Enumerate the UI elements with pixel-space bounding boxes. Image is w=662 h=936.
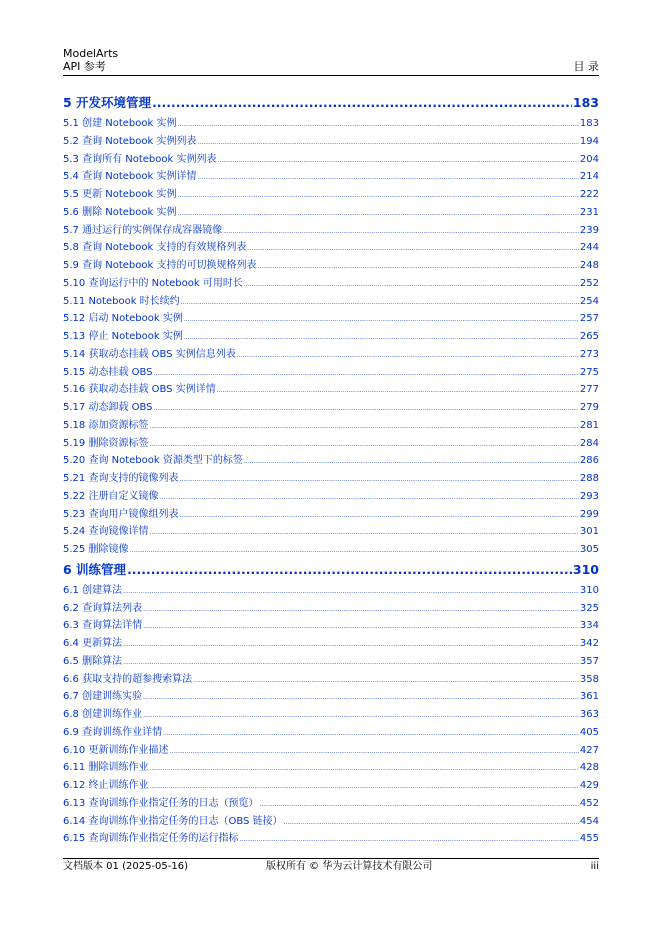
toc-dot-leader (123, 656, 579, 669)
toc-dot-leader (284, 816, 579, 829)
toc-entry-page: 222 (579, 189, 599, 200)
toc-dot-leader (143, 691, 579, 704)
toc-entry-page: 279 (579, 402, 599, 413)
toc-section-link[interactable] (63, 655, 599, 673)
toc-entry-page: 254 (579, 295, 599, 307)
table-of-contents (63, 94, 599, 850)
toc-dot-leader (258, 260, 579, 273)
toc-dot-leader (193, 674, 579, 687)
toc-entry-page: 183 (572, 95, 599, 110)
toc-entry-title: 5.4 查询 Notebook 实例详情 (63, 171, 197, 183)
toc-entry-page: 293 (579, 490, 599, 502)
toc-entry-title: 6.12 终止训练作业 (63, 780, 149, 791)
toc-entry-page: 334 (579, 620, 599, 632)
toc-entry-page: 452 (579, 797, 599, 809)
toc-section-link[interactable] (63, 602, 599, 620)
toc-entry-title: 6.10 更新训练作业描述 (63, 744, 169, 756)
toc-section-link[interactable] (63, 708, 599, 726)
toc-entry-page: 325 (579, 602, 599, 614)
toc-entry-title: 5.3 查询所有 Notebook 实例列表 (63, 153, 217, 165)
toc-section-link[interactable] (63, 259, 599, 277)
toc-entry-page: 305 (579, 544, 599, 555)
toc-entry-title: 6.3 查询算法详情 (63, 620, 143, 632)
toc-section-link[interactable] (63, 188, 599, 206)
toc-entry-page: 405 (579, 726, 599, 738)
toc-entry-page: 427 (579, 744, 599, 756)
toc-entry-page: 248 (579, 260, 599, 271)
toc-entry-page: 273 (579, 348, 599, 360)
toc-entry-page: 252 (579, 277, 599, 289)
toc-entry-title: 5.11 Notebook 时长续约 (63, 295, 180, 307)
footer-divider (63, 858, 599, 859)
toc-entry-title: 6.8 创建训练作业 (63, 709, 143, 720)
toc-entry-title: 5.2 查询 Notebook 实例列表 (63, 135, 197, 147)
toc-entry-page: 284 (579, 437, 599, 449)
toc-dot-leader (259, 798, 578, 811)
toc-section-link[interactable] (63, 832, 599, 850)
toc-section-link[interactable] (63, 472, 599, 490)
page-header (63, 47, 599, 73)
product-name: ModelArts (63, 47, 119, 60)
toc-entry-title: 6.7 创建训练实验 (63, 691, 143, 703)
toc-section-link[interactable] (63, 761, 599, 779)
toc-dot-leader (149, 762, 578, 775)
toc-section-link[interactable] (63, 690, 599, 708)
toc-entry-title: 5.17 动态卸载 OBS (63, 402, 153, 413)
toc-entry-page: 358 (579, 673, 599, 685)
toc-dot-leader (178, 189, 579, 202)
toc-dot-leader (178, 207, 579, 220)
document-title: API 参考 (63, 60, 106, 73)
toc-section-link[interactable] (63, 797, 599, 815)
toc-entry-title: 5.21 查询支持的镜像列表 (63, 473, 179, 484)
toc-dot-leader (163, 727, 579, 740)
toc-entry-page: 301 (579, 526, 599, 538)
toc-entry-page: 310 (572, 561, 599, 577)
toc-entry-page: 357 (579, 655, 599, 667)
toc-section-link[interactable] (63, 366, 599, 384)
toc-entry-title: 6.11 删除训练作业 (63, 762, 149, 774)
toc-entry-title: 6.13 查询训练作业指定任务的日志（预览） (63, 797, 259, 809)
toc-section-link[interactable] (63, 637, 599, 655)
toc-dot-leader (239, 833, 578, 846)
toc-dot-leader (159, 491, 578, 504)
toc-dot-leader (127, 561, 572, 578)
toc-entry-title: 6.4 更新算法 (63, 638, 123, 649)
toc-dot-leader (154, 402, 579, 415)
toc-section-link[interactable] (63, 295, 599, 313)
toc-entry-title: 5.8 查询 Notebook 支持的有效规格列表 (63, 242, 247, 254)
toc-section-link[interactable] (63, 543, 599, 561)
toc-entry-page: 363 (579, 709, 599, 720)
toc-entry-page: 361 (579, 691, 599, 703)
toc-dot-leader (149, 420, 578, 433)
toc-entry-title: 6.9 查询训练作业详情 (63, 726, 163, 738)
toc-entry-page: 231 (579, 206, 599, 218)
toc-dot-leader (143, 709, 579, 722)
toc-entry-page: 429 (579, 780, 599, 791)
toc-entry-page: 454 (579, 815, 599, 827)
toc-entry-title: 6.14 查询训练作业指定任务的日志（OBS 链接） (63, 815, 283, 827)
toc-section-link[interactable] (63, 454, 599, 472)
toc-section-link[interactable] (63, 224, 599, 242)
toc-entry-page: 275 (579, 366, 599, 378)
toc-chapter-link[interactable] (63, 94, 599, 117)
toc-section-link[interactable] (63, 584, 599, 602)
header-divider (63, 75, 599, 76)
toc-dot-leader (149, 438, 578, 451)
toc-dot-leader (143, 603, 579, 616)
toc-dot-leader (143, 620, 579, 633)
toc-section-link[interactable] (63, 348, 599, 366)
toc-section-link[interactable] (63, 815, 599, 833)
toc-dot-leader (218, 154, 579, 167)
toc-section-link[interactable] (63, 401, 599, 419)
toc-entry-title: 6.2 查询算法列表 (63, 602, 143, 614)
toc-dot-leader (149, 526, 578, 539)
toc-entry-page: 244 (579, 242, 599, 254)
toc-section-link[interactable] (63, 330, 599, 348)
toc-entry-title: 6.6 获取支持的超参搜索算法 (63, 673, 193, 685)
page-number: iii (590, 861, 599, 872)
toc-entry-title: 5.13 停止 Notebook 实例 (63, 331, 183, 342)
toc-entry-title: 5.12 启动 Notebook 实例 (63, 313, 183, 325)
toc-dot-leader (184, 331, 579, 344)
toc-section-link[interactable] (63, 153, 599, 171)
toc-section-link[interactable] (63, 673, 599, 691)
toc-entry-title: 5.14 获取动态挂载 OBS 实例信息列表 (63, 348, 236, 360)
toc-dot-leader (149, 780, 578, 793)
toc-chapter-link[interactable] (63, 561, 599, 584)
toc-entry-title: 5.5 更新 Notebook 实例 (63, 189, 177, 200)
copyright-notice: 版权所有 © 华为云计算技术有限公司 (266, 861, 433, 872)
toc-section-link[interactable] (63, 170, 599, 188)
toc-entry-title: 6.1 创建算法 (63, 584, 123, 596)
toc-section-link[interactable] (63, 726, 599, 744)
toc-entry-page: 239 (579, 224, 599, 236)
toc-dot-leader (244, 455, 579, 468)
toc-entry-title: 5.1 创建 Notebook 实例 (63, 118, 177, 129)
toc-section-link[interactable] (63, 241, 599, 259)
toc-entry-title: 5.22 注册自定义镜像 (63, 490, 159, 502)
toc-dot-leader (223, 225, 579, 238)
toc-section-link[interactable] (63, 525, 599, 543)
toc-entry-title: 5 开发环境管理 (63, 95, 152, 110)
toc-entry-page: 204 (579, 153, 599, 165)
document-version: 文档版本 01 (2025-05-16) (63, 861, 188, 872)
toc-entry-page: 286 (579, 455, 599, 467)
toc-entry-page: 214 (579, 171, 599, 183)
toc-entry-page: 310 (579, 584, 599, 596)
toc-dot-leader (198, 171, 579, 184)
toc-entry-page: 265 (579, 331, 599, 342)
toc-entry-page: 288 (579, 473, 599, 484)
toc-entry-title: 5.10 查询运行中的 Notebook 可用时长 (63, 277, 243, 289)
toc-entry-title: 5.25 删除镜像 (63, 544, 129, 555)
toc-entry-page: 299 (579, 508, 599, 520)
toc-section-link[interactable] (63, 277, 599, 295)
toc-entry-page: 281 (579, 419, 599, 431)
toc-section-link[interactable] (63, 383, 599, 401)
toc-section-link[interactable] (63, 490, 599, 508)
toc-section-link[interactable] (63, 744, 599, 762)
toc-section-link[interactable] (63, 619, 599, 637)
toc-entry-page: 277 (579, 384, 599, 396)
toc-entry-title: 5.24 查询镜像详情 (63, 526, 149, 538)
toc-section-link[interactable] (63, 312, 599, 330)
toc-dot-leader (123, 638, 579, 651)
toc-entry-title: 5.20 查询 Notebook 资源类型下的标签 (63, 455, 243, 467)
toc-section-link[interactable] (63, 437, 599, 455)
toc-entry-page: 257 (579, 313, 599, 325)
toc-dot-leader (178, 118, 579, 131)
toc-dot-leader (129, 544, 578, 557)
toc-section-link[interactable] (63, 135, 599, 153)
toc-dot-leader (244, 278, 579, 291)
toc-entry-title: 5.19 删除资源标签 (63, 437, 149, 449)
toc-entry-title: 5.23 查询用户镜像组列表 (63, 508, 179, 520)
toc-dot-leader (217, 384, 579, 397)
toc-dot-leader (152, 94, 572, 111)
toc-dot-leader (179, 473, 578, 486)
toc-dot-leader (184, 313, 579, 326)
toc-dot-leader (169, 745, 578, 758)
toc-entry-title: 5.15 动态挂载 OBS (63, 366, 153, 378)
toc-entry-title: 5.18 添加资源标签 (63, 419, 149, 431)
section-name: 目 录 (573, 60, 599, 73)
toc-section-link[interactable] (63, 419, 599, 437)
toc-dot-leader (198, 136, 579, 149)
toc-section-link[interactable] (63, 779, 599, 797)
toc-entry-page: 428 (579, 762, 599, 774)
toc-section-link[interactable] (63, 117, 599, 135)
toc-entry-title: 6 训练管理 (63, 561, 127, 577)
toc-entry-page: 194 (579, 135, 599, 147)
toc-entry-page: 455 (579, 833, 599, 845)
toc-dot-leader (237, 349, 579, 362)
toc-dot-leader (123, 585, 579, 598)
toc-entry-title: 5.16 获取动态挂载 OBS 实例详情 (63, 384, 216, 396)
toc-dot-leader (154, 367, 579, 380)
toc-dot-leader (181, 296, 579, 309)
toc-dot-leader (179, 509, 578, 522)
toc-entry-title: 5.7 通过运行的实例保存成容器镜像 (63, 224, 223, 236)
toc-entry-title: 5.6 删除 Notebook 实例 (63, 206, 177, 218)
toc-dot-leader (248, 242, 579, 255)
toc-entry-page: 183 (579, 118, 599, 129)
toc-section-link[interactable] (63, 206, 599, 224)
toc-entry-title: 6.5 删除算法 (63, 655, 123, 667)
toc-section-link[interactable] (63, 508, 599, 526)
toc-entry-title: 5.9 查询 Notebook 支持的可切换规格列表 (63, 260, 257, 271)
toc-entry-page: 342 (579, 638, 599, 649)
toc-entry-title: 6.15 查询训练作业指定任务的运行指标 (63, 833, 239, 845)
